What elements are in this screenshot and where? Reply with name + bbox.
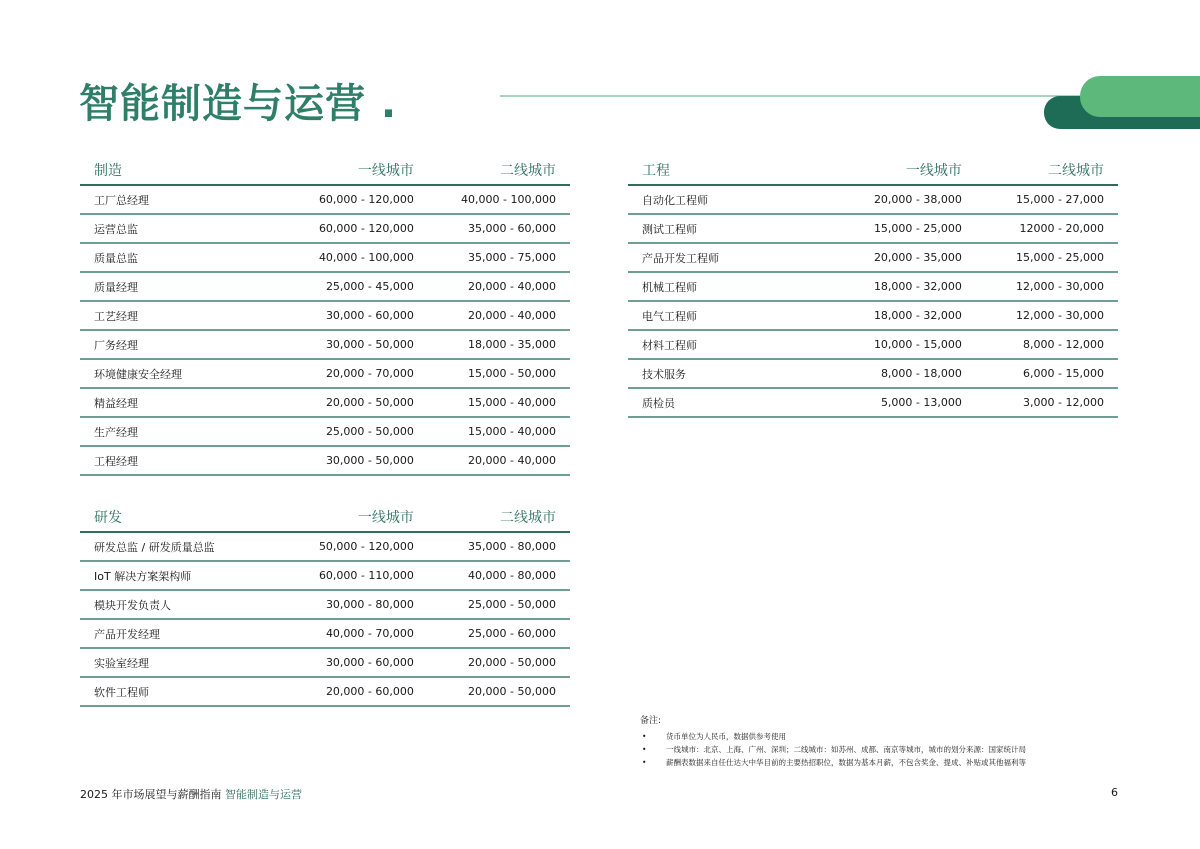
- tier2-salary-cell: 35,000 - 80,000: [428, 532, 570, 561]
- job-title-cell: 自动化工程师: [628, 185, 834, 214]
- tier2-salary-cell: 15,000 - 40,000: [428, 417, 570, 446]
- table-row: [80, 561, 570, 590]
- table-row: [628, 330, 1118, 359]
- table-row: [628, 388, 1118, 417]
- tier1-salary-cell: 20,000 - 50,000: [286, 388, 428, 417]
- table-row: [80, 272, 570, 301]
- table-row: [628, 214, 1118, 243]
- column-header-tier2: 二线城市: [428, 503, 570, 532]
- table-row: [80, 388, 570, 417]
- column-header-tier1: 一线城市: [834, 156, 976, 185]
- tier1-salary-cell: 20,000 - 35,000: [834, 243, 976, 272]
- table-header-row: [80, 503, 570, 532]
- job-title-cell: 产品开发工程师: [628, 243, 834, 272]
- tier2-salary-cell: 15,000 - 40,000: [428, 388, 570, 417]
- table-row: [80, 301, 570, 330]
- note-item: • 一线城市：北京、上海、广州、深圳；二线城市：如苏州、成都、南京等城市，城市的划分来源：国家统计局: [640, 743, 1140, 756]
- tier1-salary-cell: 10,000 - 15,000: [834, 330, 976, 359]
- table-row: [628, 359, 1118, 388]
- tier2-salary-cell: 8,000 - 12,000: [976, 330, 1118, 359]
- table-row: [80, 590, 570, 619]
- job-title-cell: 工厂总经理: [80, 185, 286, 214]
- tier2-salary-cell: 35,000 - 75,000: [428, 243, 570, 272]
- tier1-salary-cell: 15,000 - 25,000: [834, 214, 976, 243]
- job-title-cell: 质检员: [628, 388, 834, 417]
- tier2-salary-cell: 15,000 - 27,000: [976, 185, 1118, 214]
- footer-title: [80, 786, 302, 802]
- light-green-pill: [1080, 76, 1200, 117]
- table-row: [628, 301, 1118, 330]
- footer-section-name: 智能制造与运营: [225, 788, 302, 801]
- footer-report-name: 2025 年市场展望与薪酬指南: [80, 788, 225, 801]
- tier2-salary-cell: 25,000 - 60,000: [428, 619, 570, 648]
- column-header-category: 工程: [628, 156, 834, 185]
- table-row: [80, 619, 570, 648]
- tier1-salary-cell: 30,000 - 50,000: [286, 446, 428, 475]
- tier1-salary-cell: 60,000 - 120,000: [286, 185, 428, 214]
- job-title-cell: 模块开发负责人: [80, 590, 286, 619]
- tier2-salary-cell: 20,000 - 40,000: [428, 272, 570, 301]
- tier1-salary-cell: 8,000 - 18,000: [834, 359, 976, 388]
- column-header-tier2: 二线城市: [976, 156, 1118, 185]
- tier1-salary-cell: 20,000 - 38,000: [834, 185, 976, 214]
- job-title-cell: 质量经理: [80, 272, 286, 301]
- job-title-cell: 精益经理: [80, 388, 286, 417]
- tier2-salary-cell: 25,000 - 50,000: [428, 590, 570, 619]
- table-row: [80, 532, 570, 561]
- tier2-salary-cell: 20,000 - 40,000: [428, 446, 570, 475]
- job-title-cell: 生产经理: [80, 417, 286, 446]
- notes-list: [640, 730, 1140, 769]
- table-row: [80, 185, 570, 214]
- job-title-cell: 电气工程师: [628, 301, 834, 330]
- job-title-cell: 实验室经理: [80, 648, 286, 677]
- tier1-salary-cell: 60,000 - 120,000: [286, 214, 428, 243]
- table-row: [628, 272, 1118, 301]
- job-title-cell: 机械工程师: [628, 272, 834, 301]
- tier2-salary-cell: 40,000 - 100,000: [428, 185, 570, 214]
- table-row: [628, 243, 1118, 272]
- table-row: [80, 677, 570, 706]
- tier2-salary-cell: 35,000 - 60,000: [428, 214, 570, 243]
- tier1-salary-cell: 30,000 - 60,000: [286, 301, 428, 330]
- table-row: [628, 185, 1118, 214]
- note-item: • 货币单位为人民币，数据供参考使用: [640, 730, 1140, 743]
- engineering-salary-table: [628, 156, 1118, 418]
- job-title-cell: 软件工程师: [80, 677, 286, 706]
- column-header-category: 制造: [80, 156, 286, 185]
- tier1-salary-cell: 60,000 - 110,000: [286, 561, 428, 590]
- tier1-salary-cell: 30,000 - 80,000: [286, 590, 428, 619]
- tier1-salary-cell: 20,000 - 60,000: [286, 677, 428, 706]
- rnd-salary-table: [80, 503, 570, 707]
- job-title-cell: 质量总监: [80, 243, 286, 272]
- tier2-salary-cell: 40,000 - 80,000: [428, 561, 570, 590]
- table-row: [80, 417, 570, 446]
- tier1-salary-cell: 25,000 - 50,000: [286, 417, 428, 446]
- tier2-salary-cell: 15,000 - 25,000: [976, 243, 1118, 272]
- table-row: [80, 359, 570, 388]
- tier2-salary-cell: 20,000 - 50,000: [428, 648, 570, 677]
- job-title-cell: 测试工程师: [628, 214, 834, 243]
- tier2-salary-cell: 20,000 - 40,000: [428, 301, 570, 330]
- tier1-salary-cell: 18,000 - 32,000: [834, 272, 976, 301]
- column-header-tier1: 一线城市: [286, 156, 428, 185]
- table-header-row: [80, 156, 570, 185]
- table-row: [80, 446, 570, 475]
- column-header-tier2: 二线城市: [428, 156, 570, 185]
- tier2-salary-cell: 6,000 - 15,000: [976, 359, 1118, 388]
- tier1-salary-cell: 25,000 - 45,000: [286, 272, 428, 301]
- job-title-cell: 材料工程师: [628, 330, 834, 359]
- job-title-cell: 研发总监 / 研发质量总监: [80, 532, 286, 561]
- job-title-cell: 工艺经理: [80, 301, 286, 330]
- job-title-cell: 运营总监: [80, 214, 286, 243]
- tier2-salary-cell: 18,000 - 35,000: [428, 330, 570, 359]
- table-header-row: [628, 156, 1118, 185]
- notes-title: 备注:: [640, 716, 662, 726]
- job-title-cell: 产品开发经理: [80, 619, 286, 648]
- page-title: 智能制造与运营 .: [79, 81, 398, 127]
- job-title-cell: 工程经理: [80, 446, 286, 475]
- table-row: [80, 214, 570, 243]
- job-title-cell: 环境健康安全经理: [80, 359, 286, 388]
- tier2-salary-cell: 15,000 - 50,000: [428, 359, 570, 388]
- page-number: 6: [1111, 786, 1118, 799]
- tier1-salary-cell: 20,000 - 70,000: [286, 359, 428, 388]
- tier1-salary-cell: 5,000 - 13,000: [834, 388, 976, 417]
- notes-section: [640, 713, 1140, 769]
- tier1-salary-cell: 18,000 - 32,000: [834, 301, 976, 330]
- tier2-salary-cell: 3,000 - 12,000: [976, 388, 1118, 417]
- job-title-cell: 技术服务: [628, 359, 834, 388]
- job-title-cell: 厂务经理: [80, 330, 286, 359]
- manufacturing-salary-table: [80, 156, 570, 476]
- tier2-salary-cell: 12,000 - 30,000: [976, 272, 1118, 301]
- column-header-tier1: 一线城市: [286, 503, 428, 532]
- tier2-salary-cell: 12,000 - 30,000: [976, 301, 1118, 330]
- column-header-category: 研发: [80, 503, 286, 532]
- tier1-salary-cell: 50,000 - 120,000: [286, 532, 428, 561]
- note-item: • 薪酬表数据来自任仕达大中华目前的主要热招职位，数据为基本月薪，不包含奖金、提成、补贴或其他福利等: [640, 756, 1140, 769]
- table-row: [80, 648, 570, 677]
- tier2-salary-cell: 20,000 - 50,000: [428, 677, 570, 706]
- job-title-cell: IoT 解决方案架构师: [80, 561, 286, 590]
- tier1-salary-cell: 40,000 - 100,000: [286, 243, 428, 272]
- tier1-salary-cell: 30,000 - 50,000: [286, 330, 428, 359]
- tier2-salary-cell: 12000 - 20,000: [976, 214, 1118, 243]
- table-row: [80, 243, 570, 272]
- table-row: [80, 330, 570, 359]
- tier1-salary-cell: 30,000 - 60,000: [286, 648, 428, 677]
- tier1-salary-cell: 40,000 - 70,000: [286, 619, 428, 648]
